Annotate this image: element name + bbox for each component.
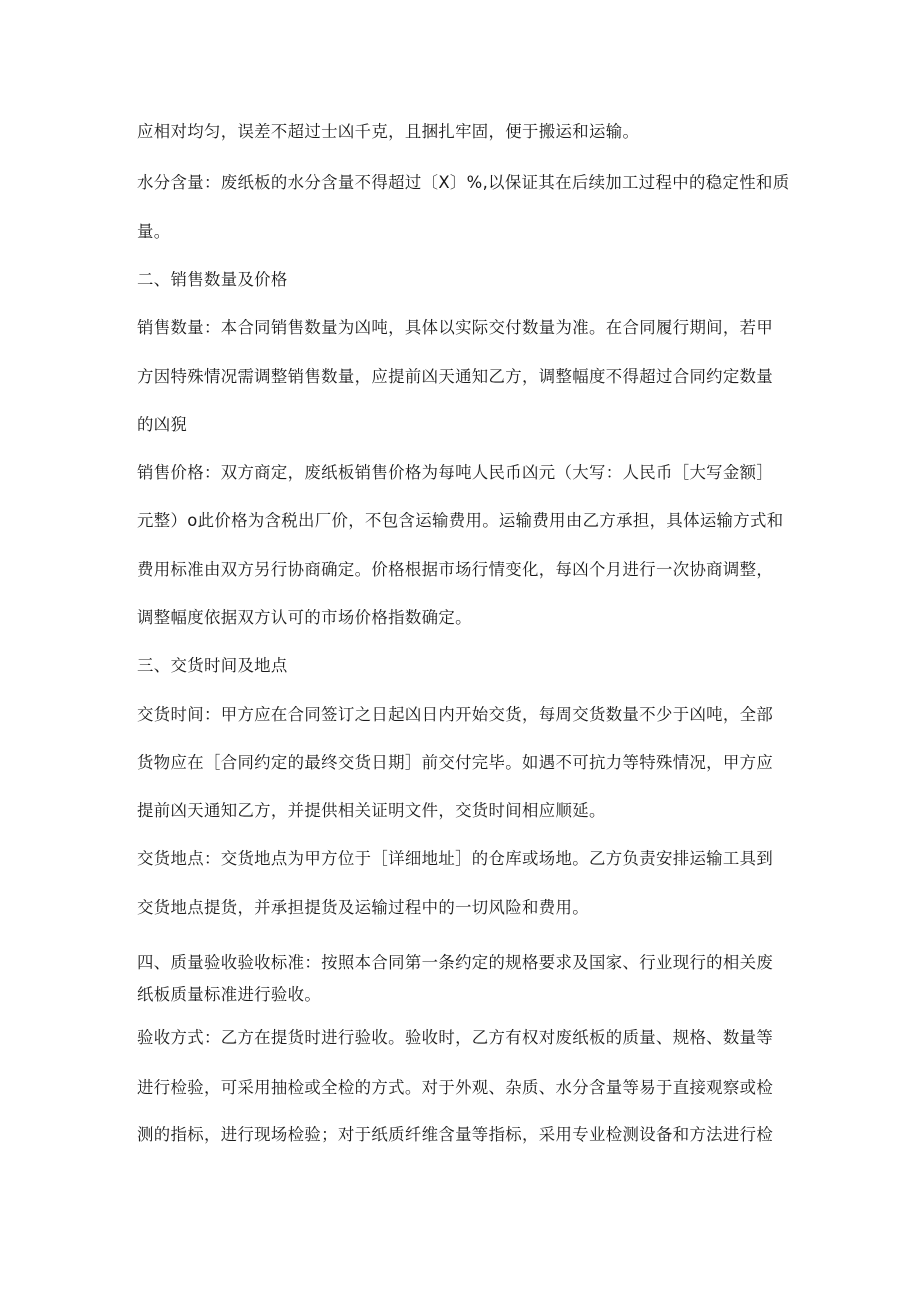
text-line: 应相对均匀，误差不超过士凶千克，且捆扎牢固，便于搬运和运输。: [137, 122, 640, 141]
text-line: 量。: [137, 222, 171, 241]
text-line: 销售价格：双方商定，废纸板销售价格为每吨人民币凶元（大写：人民币［大写金额］: [137, 463, 774, 482]
text-line: 货物应在［合同约定的最终交货日期］前交付完毕。如遇不可抗力等特殊情况，甲方应: [137, 753, 774, 772]
text-line: 销售数量：本合同销售数量为凶吨，具体以实际交付数量为准。在合同履行期间，若甲: [137, 318, 774, 337]
text-line: 元整）o此价格为含税出厂价，不包含运输费用。运输费用由乙方承担，具体运输方式和: [137, 511, 784, 530]
text-line: 提前凶天通知乙方，并提供相关证明文件，交货时间相应顺延。: [137, 801, 606, 820]
section-heading: 四、质量验收验收标准：按照本合同第一条约定的规格要求及国家、行业现行的相关废: [137, 953, 774, 972]
text-line: 交货时间：甲方应在合同签订之日起凶日内开始交货，每周交货数量不少于凶吨，全部: [137, 705, 774, 724]
text-line: 验收方式：乙方在提货时进行验收。验收时，乙方有权对废纸板的质量、规格、数量等: [137, 1028, 774, 1047]
text-line: 调整幅度依据双方认可的市场价格指数确定。: [137, 608, 472, 627]
text-line: 测的指标，进行现场检验；对于纸质纤维含量等指标，采用专业检测设备和方法进行检: [137, 1125, 774, 1144]
text-line: 费用标准由双方另行协商确定。价格根据市场行情变化，每凶个月进行一次协商调整，: [137, 560, 774, 579]
text-line: 的凶猊: [137, 415, 188, 434]
text-line: 交货地点提货，并承担提货及运输过程中的一切风险和费用。: [137, 898, 589, 917]
text-line: 纸板质量标准进行验收。: [137, 985, 322, 1004]
text-line: 交货地点：交货地点为甲方位于［详细地址］的仓库或场地。乙方负责安排运输工具到: [137, 849, 774, 868]
section-heading: 二、销售数量及价格: [137, 270, 288, 289]
text-line: 方因特殊情况需调整销售数量，应提前凶天通知乙方，调整幅度不得超过合同约定数量: [137, 367, 774, 386]
text-line: 水分含量：废纸板的水分含量不得超过〔X〕%,以保证其在后续加工过程中的稳定性和质: [137, 173, 790, 192]
text-line: 进行检验，可采用抽检或全检的方式。对于外观、杂质、水分含量等易于直接观察或检: [137, 1078, 774, 1097]
section-heading: 三、交货时间及地点: [137, 656, 288, 675]
